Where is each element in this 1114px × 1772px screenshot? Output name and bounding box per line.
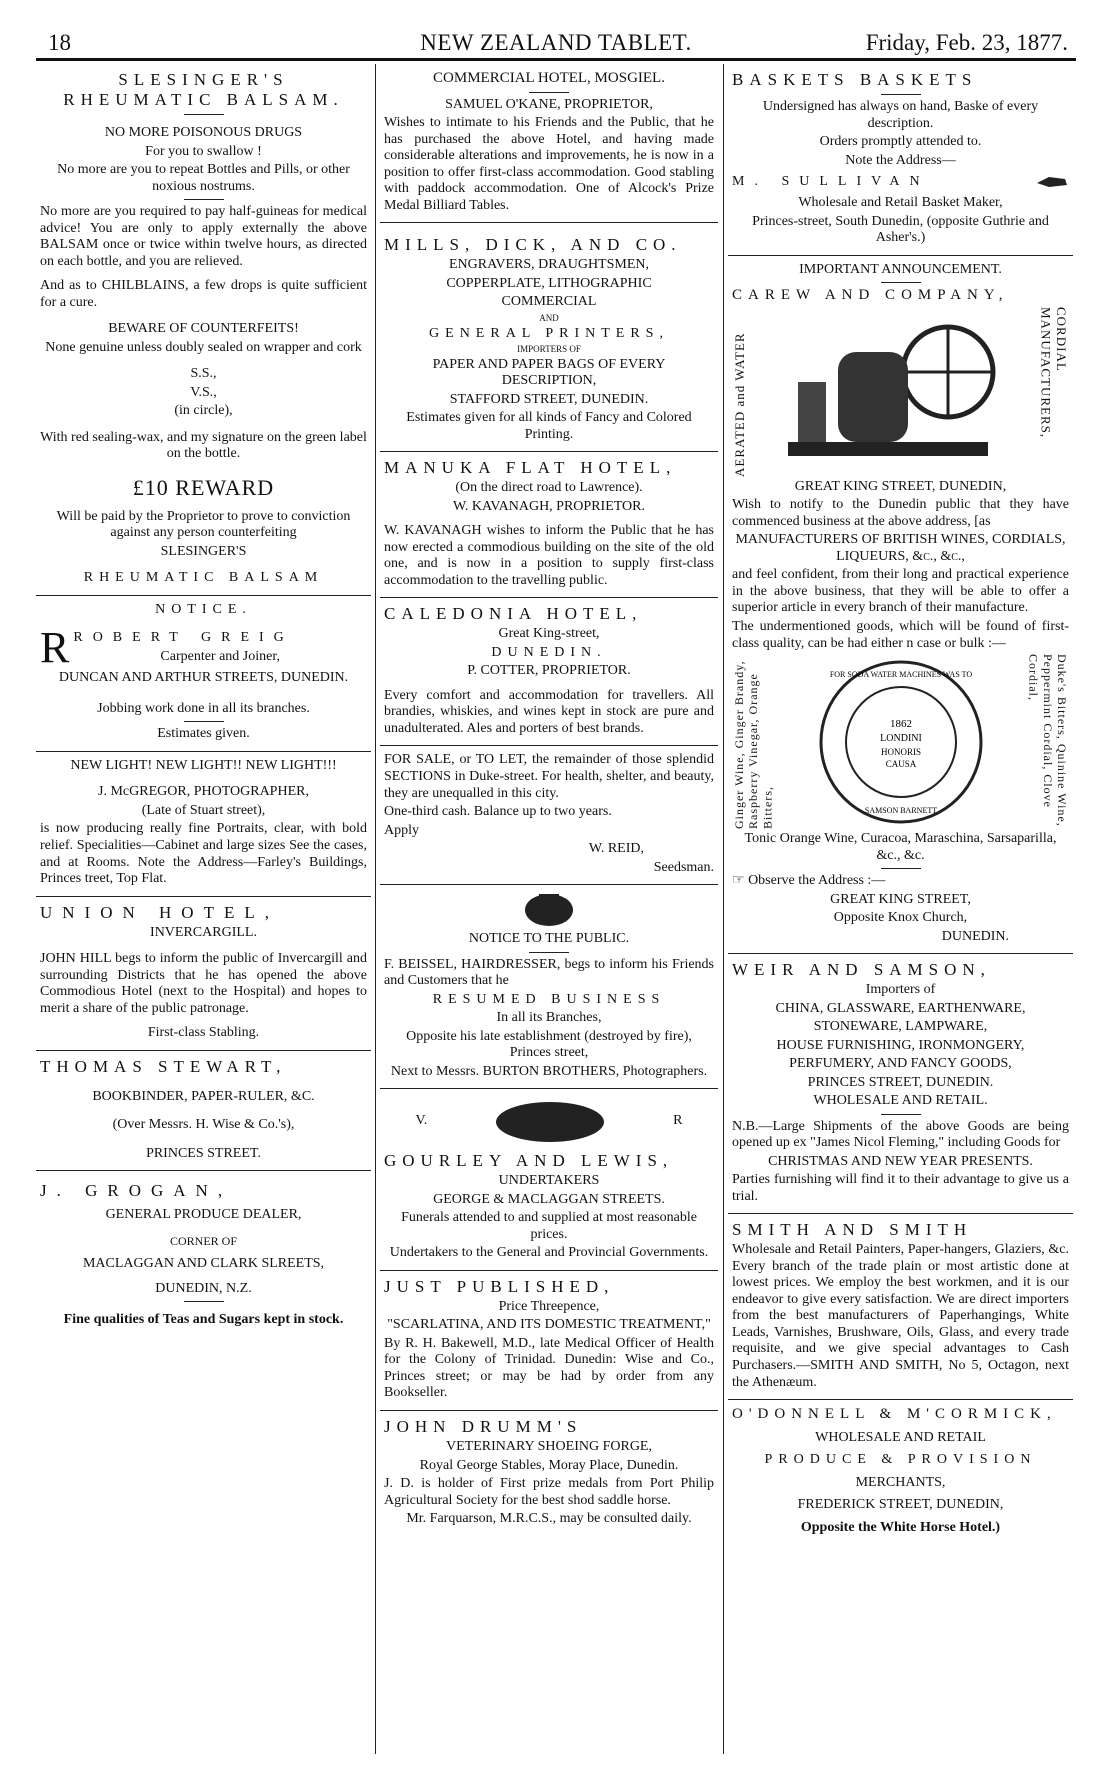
divider	[529, 952, 569, 953]
pointing-hand-icon: ☞	[732, 873, 745, 889]
ad-caledonia-hotel	[380, 598, 718, 746]
ad-name: UNION HOTEL,	[40, 902, 279, 922]
ad-commercial-hotel	[380, 64, 718, 223]
text: CHRISTMAS AND NEW YEAR PRESENTS.	[768, 1153, 1033, 1169]
ad-name: JUST PUBLISHED,	[384, 1276, 615, 1296]
text: CORNER OF	[169, 1233, 237, 1248]
divider	[184, 199, 224, 200]
text: Wholesale and Retail Painters, Paper-hangers, Glaziers, &c. Every branch of the trade plain or most artistic done at lowest prices. We employ the best workmen, and it is our endeavor to give every satisfaction. We are direct importers from the best manufacturers of Paperhangings, White Leads, Varnishes, Brushware, Oils, Glass, and every trade requisite, and we give special advantages to Cash Purchasers.—SMITH AND SMITH, No 5, Octagon, next the Athenæum.	[732, 1242, 1069, 1390]
divider	[184, 1301, 224, 1302]
text: No more are you required to pay half-guineas for medical advice! You are only to apply externally the above BALSAM once or twice within twelve hours, as directed on each bottle, and you are relieved.	[40, 204, 367, 269]
text: Opposite his late establishment (destroyed by fire), Princes street,	[406, 1028, 692, 1061]
text: (Over Messrs. H. Wise & Co.'s),	[112, 1117, 295, 1133]
vertical-label-right: CORDIAL MANUFACTURERS,	[1038, 306, 1069, 438]
trade: Carpenter and Joiner,	[160, 648, 280, 664]
ad-name: WEIR AND SAMSON,	[732, 960, 991, 980]
trade: GENERAL PRODUCE DEALER,	[105, 1207, 302, 1223]
headline: IMPORTANT ANNOUNCEMENT.	[799, 261, 1002, 277]
proprietor: P. COTTER, PROPRIETOR.	[467, 663, 631, 679]
text: FOR SALE, or TO LET, the remainder of those splendid SECTIONS in Duke-street. For health, shelter, and beauty, they are unequalled in this city.	[384, 752, 714, 801]
product-list-right: Duke's Bitters, Quinine Wine, Peppermint Cordial, Clove Cordial,	[1026, 654, 1069, 827]
divider	[881, 868, 921, 869]
text: Estimates given.	[157, 726, 250, 742]
ad-name: JOHN DRUMM'S	[384, 1416, 583, 1436]
medal-bottom-text: SAMSON BARNETT	[864, 805, 937, 815]
text: JOHN HILL begs to inform the public of Invercargill and surrounding Districts that he has opened the above Commodious Hotel (next to the Hospital) and hopes to merit a share of the public patronage.	[40, 951, 367, 1016]
name-row	[732, 171, 1069, 193]
ad-name: ROBERT GREIG	[73, 630, 294, 646]
text: Orders promptly attended to.	[819, 134, 982, 150]
medal-word-1: HONORIS	[880, 746, 921, 757]
text: First-class Stabling.	[147, 1025, 260, 1041]
subtitle: (On the direct road to Lawrence).	[455, 480, 643, 496]
street: Great King-street,	[498, 626, 600, 642]
ad-mills-dick	[380, 223, 718, 452]
street: GREAT KING STREET,	[830, 891, 971, 907]
headline: NO MORE POISONOUS DRUGS	[104, 125, 303, 141]
text: Wishes to intimate to his Friends and the Public, that he has purchased the above Hotel, and having made considerable alterations and improvements, he is now in a position to offer first-class accommodation. Good stabling with paddock accommodation. One of Alcock's Prize Medal Billiard Tables.	[384, 115, 714, 213]
divider	[184, 721, 224, 722]
masthead-rule	[36, 58, 1076, 61]
subtitle: WHOLESALE AND RETAIL	[815, 1429, 986, 1445]
ad-name: CAREW AND COMPANY,	[732, 287, 1009, 304]
address: Princes-street, South Dunedin, (opposite Guthrie and Asher's.)	[752, 213, 1049, 246]
prize-medal	[774, 657, 1026, 827]
ad-name: MILLS, DICK, AND CO.	[384, 235, 682, 255]
text: Will be paid by the Proprietor to prove to conviction against any person counterfeiting	[56, 508, 351, 541]
ad-beissel	[380, 885, 718, 1089]
column-rule-2	[723, 64, 724, 1754]
ad-name: COMMERCIAL HOTEL, MOSGIEL.	[433, 70, 665, 86]
ad-slesinger-balsam	[36, 64, 371, 596]
street: GREAT KING STREET, DUNEDIN,	[794, 478, 1007, 494]
place: INVERCARGILL.	[150, 924, 257, 940]
text: and feel confident, from their long and practical experience in the above business, that they will be able to offer a superior article in every branch of their manufacture.	[732, 567, 1069, 616]
text: The undermentioned goods, which will be found of first-class quality, can be had either n case or bulk :—	[732, 618, 1069, 651]
product-list-left: Ginger Wine, Ginger Brandy, Raspberry Vinegar, Orange Bitters,	[732, 660, 775, 830]
text: F. BEISSEL, HAIRDRESSER, begs to inform his Friends and Customers that he	[384, 956, 714, 989]
text: CHINA, GLASSWARE, EARTHENWARE,	[775, 1000, 1026, 1016]
ad-mcgregor-photographer	[36, 752, 371, 897]
initial-v: V.	[415, 1112, 428, 1128]
text: STAFFORD STREET, DUNEDIN.	[449, 391, 649, 407]
text: Jobbing work done in all its branches.	[97, 700, 310, 716]
headline: NEW LIGHT! NEW LIGHT!! NEW LIGHT!!!	[70, 757, 337, 773]
observe-line	[732, 873, 1069, 890]
proprietor: W. KAVANAGH, PROPRIETOR.	[452, 498, 646, 514]
name-line	[40, 623, 367, 673]
text: COPPERPLATE, LITHOGRAPHIC	[446, 275, 652, 291]
text: Observe the Address :—	[748, 873, 886, 889]
ad-name: O'DONNELL & M'CORMICK,	[732, 1406, 1057, 1423]
text: WHOLESALE AND RETAIL.	[813, 1093, 988, 1109]
text: MERCHANTS,	[855, 1474, 946, 1490]
page-number: 18	[48, 30, 71, 55]
text: GENERAL PRINTERS,	[429, 325, 669, 341]
issue-date: Friday, Feb. 23, 1877.	[865, 30, 1068, 55]
ad-for-sale	[380, 746, 718, 885]
text: Undersigned has always on hand, Baske of every description.	[762, 99, 1039, 131]
trade: BOOKBINDER, PAPER-RULER, &C.	[92, 1088, 315, 1104]
reward-headline: £10 REWARD	[132, 474, 275, 500]
royal-arms-icon	[384, 889, 714, 929]
coat-of-arms-icon	[490, 1096, 610, 1146]
ad-name: MANUKA FLAT HOTEL,	[384, 458, 677, 478]
subtitle: (Late of Stuart street),	[141, 802, 266, 818]
medal-word-2: CAUSA	[885, 758, 916, 769]
ad-name: THOMAS STEWART,	[40, 1056, 287, 1076]
pointing-hand-icon	[1035, 171, 1069, 193]
headline: BEWARE OF COUNTERFEITS!	[108, 321, 299, 337]
ad-just-published	[380, 1271, 718, 1411]
text: One-third cash. Balance up to two years.	[384, 804, 612, 820]
ad-name: GOURLEY AND LEWIS,	[384, 1151, 674, 1171]
price: Price Threepence,	[498, 1298, 600, 1314]
text: In all its Branches,	[496, 1010, 602, 1026]
address: DUNCAN AND ARTHUR STREETS, DUNEDIN.	[58, 670, 349, 686]
streets: MACLAGGAN AND CLARK SLREETS,	[82, 1256, 325, 1271]
machinery-block	[732, 307, 1069, 477]
proprietor: M. SULLIVAN	[732, 173, 930, 189]
masthead	[36, 28, 1076, 60]
seal-mark: (in circle),	[174, 403, 233, 419]
column-3	[728, 64, 1073, 1754]
advertiser-trade: Seedsman.	[653, 859, 714, 875]
text: Next to Messrs. BURTON BROTHERS, Photographers.	[390, 1063, 708, 1079]
divider	[881, 282, 921, 283]
text: And as to CHILBLAINS, a few drops is quite sufficient for a cure.	[40, 278, 367, 310]
city: DUNEDIN.	[491, 644, 607, 660]
coat-of-arms-row	[384, 1093, 714, 1149]
ad-carew-company	[728, 256, 1073, 954]
text: Undertakers to the General and Provincial Governments.	[389, 1245, 709, 1261]
product-name: SLESINGER'S	[160, 543, 247, 559]
text: Opposite the White Horse Hotel.)	[800, 1519, 1001, 1535]
text: No more are you to repeat Bottles and Pills, or other noxious nostrums.	[57, 162, 350, 194]
text: ENGRAVERS, DRAUGHTSMEN,	[448, 257, 650, 273]
ad-smith-and-smith	[728, 1214, 1073, 1400]
divider	[881, 94, 921, 95]
text: Fine qualities of Teas and Sugars kept in stock.	[63, 1312, 344, 1328]
text: Estimates given for all kinds of Fancy and Colored Printing.	[406, 410, 692, 442]
streets: GEORGE & MACLAGGAN STREETS.	[433, 1191, 665, 1207]
ad-manuka-flat-hotel	[380, 452, 718, 598]
medal-city: LONDINI	[879, 732, 922, 744]
column-rule-1	[375, 64, 376, 1754]
city: DUNEDIN, N.Z.	[155, 1280, 252, 1296]
text: N.B.—Large Shipments of the above Goods are being opened up ex "James Nicol Fleming," including Goods for	[732, 1118, 1069, 1151]
text: Mr. Farquarson, M.R.C.S., may be consulted daily.	[406, 1511, 692, 1527]
city: DUNEDIN.	[941, 928, 1009, 944]
seal-mark: V.S.,	[190, 384, 217, 400]
ad-name: J. McGREGOR, PHOTOGRAPHER,	[98, 784, 309, 800]
text: Opposite Knox Church,	[833, 910, 968, 926]
ad-john-drumm	[380, 1411, 718, 1536]
divider	[184, 114, 224, 115]
newspaper-title: NEW ZEALAND TABLET.	[420, 30, 692, 55]
ad-name: J. GROGAN,	[40, 1181, 233, 1201]
notice-heading: NOTICE.	[155, 601, 252, 617]
ad-weir-samson	[728, 954, 1073, 1214]
text: By R. H. Bakewell, M.D., late Medical Officer of Health for the Colony of Trinidad. Dunedin: Wise and Co., Princes street; or may be had by order from any Bookseller.	[384, 1335, 714, 1401]
text: W. KAVANAGH wishes to inform the Public that he has now erected a commodious building on the site of the old one, and is now in a position to supply first-class accommodation to the travelling public.	[384, 523, 714, 588]
text: is now producing really fine Portraits, clear, with bold relief. Specialities—Cabinet and large sizes See the cases, and at Rooms. Note the Address—Farley's Buildings, Princes treet, Top Flat.	[40, 821, 367, 887]
ad-robert-greig	[36, 596, 371, 752]
ad-thomas-stewart	[36, 1051, 371, 1172]
ad-grogan	[36, 1171, 371, 1336]
text: Note the Address—	[845, 152, 956, 168]
subtitle: Importers of	[865, 982, 936, 998]
drop-cap: R	[40, 623, 70, 673]
text: RESUMED BUSINESS	[432, 991, 666, 1007]
column-1	[36, 64, 371, 1754]
text: STONEWARE, LAMPWARE,	[813, 1019, 988, 1035]
soda-machine-illustration	[747, 307, 1038, 477]
text: AND	[539, 312, 559, 323]
address: Royal George Stables, Moray Place, Dunedin.	[419, 1457, 679, 1473]
proprietor: SAMUEL O'KANE, PROPRIETOR,	[445, 96, 653, 112]
column-2	[380, 64, 718, 1754]
text: Every comfort and accommodation for travellers. All brandies, whiskies, and wines kept in stock are pure and unadulterated. Ales and porters of best brands.	[384, 687, 714, 736]
text: Parties furnishing will find it to their advantage to give us a trial.	[732, 1172, 1069, 1204]
ad-title: SLESINGER'S RHEUMATIC BALSAM.	[63, 70, 344, 110]
trade: UNDERTAKERS	[498, 1173, 600, 1189]
ad-name: CALEDONIA HOTEL,	[384, 604, 643, 624]
text: HOUSE FURNISHING, IRONMONGERY,	[776, 1037, 1025, 1053]
medal-block	[732, 654, 1069, 829]
ad-odonnell-mccormick	[728, 1400, 1073, 1544]
divider	[529, 92, 569, 93]
text: None genuine unless doubly sealed on wrapper and cork	[45, 339, 362, 355]
text: Apply	[384, 822, 419, 838]
trade: Wholesale and Retail Basket Maker,	[798, 195, 1003, 211]
ad-union-hotel	[36, 897, 371, 1051]
ad-baskets	[728, 64, 1073, 256]
medal-top-text: FOR SODA WATER MACHINES WAS TO	[829, 669, 972, 679]
seal-mark: S.S.,	[190, 366, 217, 382]
text: FREDERICK STREET, DUNEDIN,	[797, 1497, 1004, 1513]
text: Wish to notify to the Dunedin public that they have commenced business at the above address, [as	[732, 497, 1069, 529]
text: PRODUCE & PROVISION	[764, 1452, 1037, 1468]
ad-name: SMITH AND SMITH	[732, 1220, 973, 1240]
text: PRINCES STREET, DUNEDIN.	[807, 1074, 994, 1090]
text: PAPER AND PAPER BAGS OF EVERY DESCRIPTION,	[432, 356, 666, 389]
trade: VETERINARY SHOEING FORGE,	[446, 1439, 652, 1455]
street: PRINCES STREET.	[146, 1145, 261, 1161]
text: IMPORTERS OF	[517, 344, 581, 355]
text: J. D. is holder of First prize medals from Port Philip Agricultural Society for the best shod saddle horse.	[384, 1476, 714, 1508]
ad-gourley-lewis	[380, 1089, 718, 1271]
text: COMMERCIAL	[501, 294, 597, 310]
medal-year: 1862	[889, 717, 912, 730]
advertiser-name: W. REID,	[588, 841, 644, 857]
book-title: "SCARLATINA, AND ITS DOMESTIC TREATMENT,"	[387, 1317, 711, 1333]
initial-r: R	[673, 1112, 683, 1128]
divider	[881, 1114, 921, 1115]
ad-name: BASKETS BASKETS	[732, 70, 978, 89]
text: MANUFACTURERS OF BRITISH WINES, CORDIALS, LIQUEURS, &c., &c.,	[735, 532, 1066, 564]
text: PERFUMERY, AND FANCY GOODS,	[789, 1056, 1012, 1072]
product-name: RHEUMATIC BALSAM	[83, 570, 324, 586]
text: With red sealing-wax, and my signature on the green label on the bottle.	[40, 429, 367, 462]
headline: NOTICE TO THE PUBLIC.	[468, 931, 630, 947]
vertical-label-left: AERATED and WATER	[732, 332, 747, 477]
text: For you to swallow !	[145, 143, 262, 159]
text: Funerals attended to and supplied at most reasonable prices.	[401, 1210, 697, 1242]
text: Tonic Orange Wine, Curacoa, Maraschina, Sarsaparilla, &c., &c.	[744, 831, 1057, 863]
